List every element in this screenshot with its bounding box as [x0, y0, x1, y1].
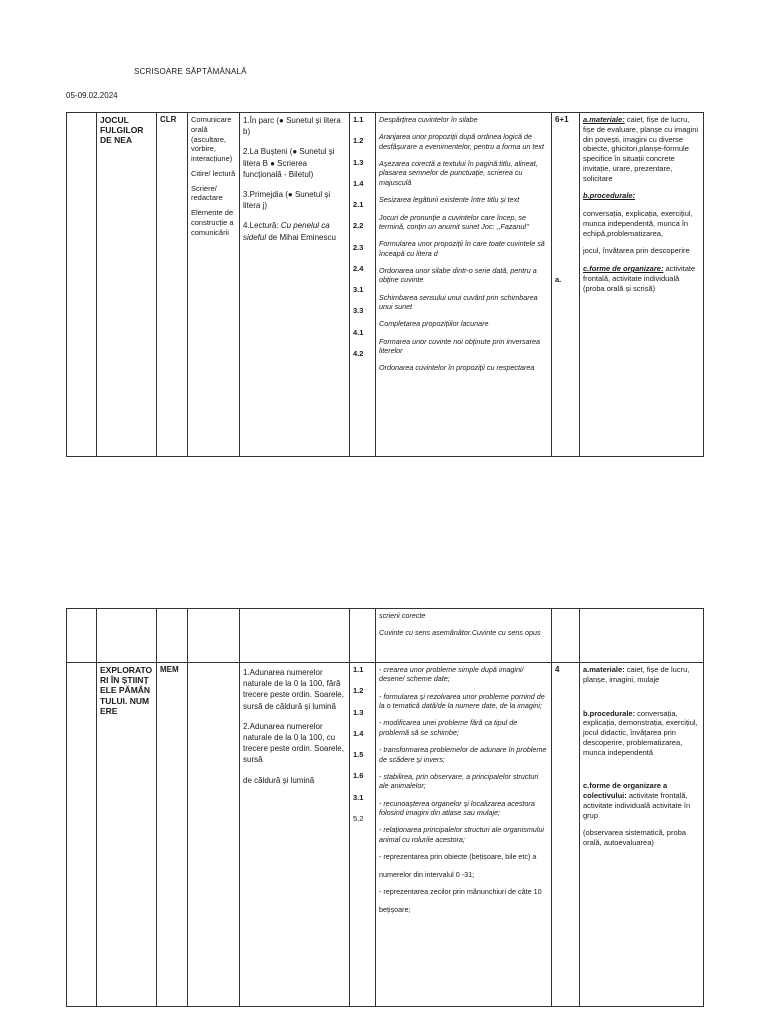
- competency-code: 1.3: [353, 157, 364, 167]
- competency-code: 3.1: [353, 792, 364, 802]
- domain-item: Citire/ lectură: [191, 168, 236, 178]
- empty-cell: [67, 663, 97, 1007]
- competency-code: 2.1: [353, 200, 364, 209]
- competency-code: 2.3: [353, 242, 364, 252]
- activities-cell: [376, 113, 552, 457]
- list-marker: a.: [555, 275, 562, 285]
- hours-cell: [552, 663, 580, 1007]
- activity-item: bețișoare;: [379, 905, 411, 915]
- lecture-title: Cu penelul ca sideful: [243, 221, 330, 242]
- continued-activities-cell: [376, 609, 552, 663]
- competency-code: 1.6: [353, 771, 364, 781]
- weekly-plan-table-mem: [66, 608, 704, 1007]
- domain-item: Elemente de construcție a comunicării: [191, 208, 234, 237]
- content-item: 2.Adunarea numerelor naturale de la 0 la 100, cu trecere peste ordin. Soarele, sursă: [243, 721, 344, 765]
- activity-item: - modificarea unei probleme fără ca tipul de problemă să se schimbe;: [379, 718, 518, 737]
- activity-item: - stabilirea, prin observare, a principalelor structuri ale animalelor;: [379, 771, 539, 791]
- activity-item: - transformarea problemelor de adunare în probleme de scădere și invers;: [379, 745, 547, 764]
- discipline-label: MEM: [160, 665, 179, 674]
- activity-item: Formularea unor propoziții în care toate cuvintele să înceapă cu litera d: [379, 239, 545, 258]
- contents-cell: [240, 663, 350, 1007]
- activity-item: Cuvinte cu sens asemănător.Cuvinte cu sens opus: [379, 628, 541, 638]
- competency-code: 1.3: [353, 707, 364, 717]
- procedural-text: conversația, explicația, exercițiul, munca independentă, munca în echipă,problematizarea,: [583, 209, 693, 238]
- competency-code: 1.5: [353, 750, 364, 759]
- theme-cell: [97, 663, 157, 1007]
- contents-cell: [240, 113, 350, 457]
- empty-cell: [350, 609, 376, 663]
- hours-value: 4: [555, 665, 560, 674]
- content-suffix: de Mihai Eminescu: [266, 232, 336, 242]
- competency-code: 1.4: [353, 728, 364, 738]
- competency-code: 4.2: [353, 348, 364, 358]
- empty-cell: [552, 609, 580, 663]
- resources-cell: [580, 113, 704, 457]
- competency-code: 5.2: [353, 813, 364, 823]
- activity-item: - formularea și rezolvarea unor probleme pornind de la o tematică dată/de la numere date, de la imagini;: [379, 691, 545, 711]
- theme-title: JOCUL FULGILOR DE NEA: [100, 115, 144, 146]
- activity-item: scrierii corecte: [379, 611, 426, 620]
- competencies-cell: [350, 113, 376, 457]
- content-item: de căldură și lumină: [243, 775, 315, 785]
- content-item: [243, 220, 346, 242]
- competency-code: 2.2: [353, 221, 364, 231]
- empty-cell: [240, 609, 350, 663]
- procedural-text: jocul, învățarea prin descoperire: [583, 246, 690, 256]
- hours-cell: [552, 113, 580, 457]
- competency-code: 1.1: [353, 665, 364, 674]
- activity-item: Completarea propozițiilor lacunare: [379, 319, 489, 329]
- theme-title: EXPLORATORI ÎN ȘTIINȚELE PĂMÂNTULUI. NUMERE: [100, 665, 153, 716]
- empty-cell: [157, 609, 188, 663]
- discipline-label: CLR: [160, 115, 177, 124]
- forms-label: c.forme de organizare:: [583, 264, 664, 273]
- forms-text: (observarea sistematică, proba orală, autoevaluarea): [583, 828, 686, 847]
- content-item: 1.Adunarea numerelor naturale de la 0 la 100, fără trecere peste ordin. Soarele, sursă de căldură și lumină: [243, 668, 344, 711]
- content-prefix: 4.Lectură:: [243, 221, 281, 231]
- materials-label: a.materiale:: [583, 115, 625, 124]
- materials-text: caiet, fișe de lucru, planșe, imagini, mulaje: [583, 665, 690, 684]
- weekly-plan-table-clr: [66, 112, 704, 457]
- competency-code: 1.2: [353, 686, 364, 696]
- empty-cell: [188, 609, 240, 663]
- activity-item: Schimbarea sensului unui cuvânt prin schimbarea unui sunet: [379, 292, 538, 312]
- activity-item: Formarea unor cuvinte noi obținute prin inversarea literelor: [379, 336, 541, 356]
- activity-item: Așezarea corectă a textului în pagină:titlu, alineat, plasarea semnelor de punctuație, scrierea cu majusculă: [379, 159, 538, 187]
- domain-item: Comunicare orală (ascultare, vorbire, interacțiune): [191, 115, 233, 163]
- competency-code: 4.1: [353, 327, 364, 337]
- activities-cell: [376, 663, 552, 1007]
- domain-item: Scriere/ redactare: [191, 183, 223, 203]
- theme-cell: [97, 113, 157, 457]
- discipline-cell: [157, 663, 188, 1007]
- activity-item: Ordonarea unor silabe dintr-o serie dată, pentru a obține cuvinte: [379, 265, 537, 285]
- activity-item: numerelor din intervalul 0 -31;: [379, 869, 475, 879]
- discipline-cell: [157, 113, 188, 457]
- competency-code: 3.3: [353, 306, 364, 316]
- competency-code: 1.2: [353, 136, 364, 146]
- content-item: 1.În parc (● Sunetul și litera b): [243, 116, 341, 137]
- empty-cell: [67, 609, 97, 663]
- activity-item: Aranjarea unor propoziții după ordinea logică de desfășurare a evenimentelor, pentru a forma un text: [379, 132, 545, 151]
- competency-code: 1.4: [353, 178, 364, 188]
- competencies-cell: [350, 663, 376, 1007]
- activity-item: Jocuri de pronunție a cuvintelor care încep, se termină, conțin un anumit sunet Joc: ,,Fazanul'': [379, 212, 529, 231]
- forms-text: activitate frontală, activitate individuală (proba orală și scrisă): [583, 264, 696, 293]
- empty-cell: [67, 113, 97, 457]
- procedural-label: b.procedurale:: [583, 708, 636, 718]
- procedural-label: b.procedurale:: [583, 191, 636, 201]
- activity-item: Ordonarea cuvintelor în propoziții cu respectarea: [379, 363, 535, 373]
- hours-value: 6+1: [555, 115, 569, 124]
- procedural-text: conversația, explicația, demonstrația, exercițiul, jocul didactic, învățarea prin descoperire, problematizarea, munca independentă: [583, 708, 698, 757]
- competency-code: 2.4: [353, 263, 364, 273]
- empty-cell: [580, 609, 704, 663]
- content-item: 3.Primejdia (● Sunetul și litera j): [243, 189, 331, 211]
- content-item: 2.La Bușteni (● Sunetul și litera B ● Scrierea funcțională - Biletul): [243, 147, 335, 179]
- activity-item: - crearea unor probleme simple după imagini/ desene/ scheme date;: [379, 665, 524, 684]
- activity-item: - reprezentarea zecilor prin mănunchiuri de câte 10: [379, 887, 542, 897]
- activity-item: - reprezentarea prin obiecte (bețișoare, bile etc) a: [379, 852, 537, 862]
- forms-label: c.forme de organizare a colectivului:: [583, 781, 668, 800]
- competency-code: 3.1: [353, 285, 364, 294]
- competency-code: 1.1: [353, 115, 364, 124]
- resources-cell: [580, 663, 704, 1007]
- materials-label: a.materiale:: [583, 665, 625, 674]
- activity-item: Sesizarea legăturii existente între titlu și text: [379, 195, 520, 205]
- activity-item: - relaționarea principalelor structuri ale organismului animal cu rolurile acestora;: [379, 825, 544, 844]
- forms-text: activitate frontală, activitate individuală activitate în grup: [583, 791, 691, 820]
- date-range: 05-09.02.2024: [66, 91, 118, 100]
- domains-cell: [188, 113, 240, 457]
- empty-cell: [188, 663, 240, 1007]
- activity-item: - recunoașterea organelor și localizarea acestora folosind imagini din atlase sau mulaje;: [379, 798, 535, 817]
- materials-text: caiet, fișe de lucru, fișe de evaluare, planșe cu imagini din povești, imagini cu diverse obiecte, ghicitori,planșe-formule specifice în situații concrete invitație, urare, prezentare, solicitare: [583, 115, 699, 183]
- page-title: SCRISOARE SĂPTĂMÂNALĂ: [134, 67, 247, 76]
- empty-cell: [97, 609, 157, 663]
- activity-item: Despărțirea cuvintelor în silabe: [379, 115, 478, 124]
